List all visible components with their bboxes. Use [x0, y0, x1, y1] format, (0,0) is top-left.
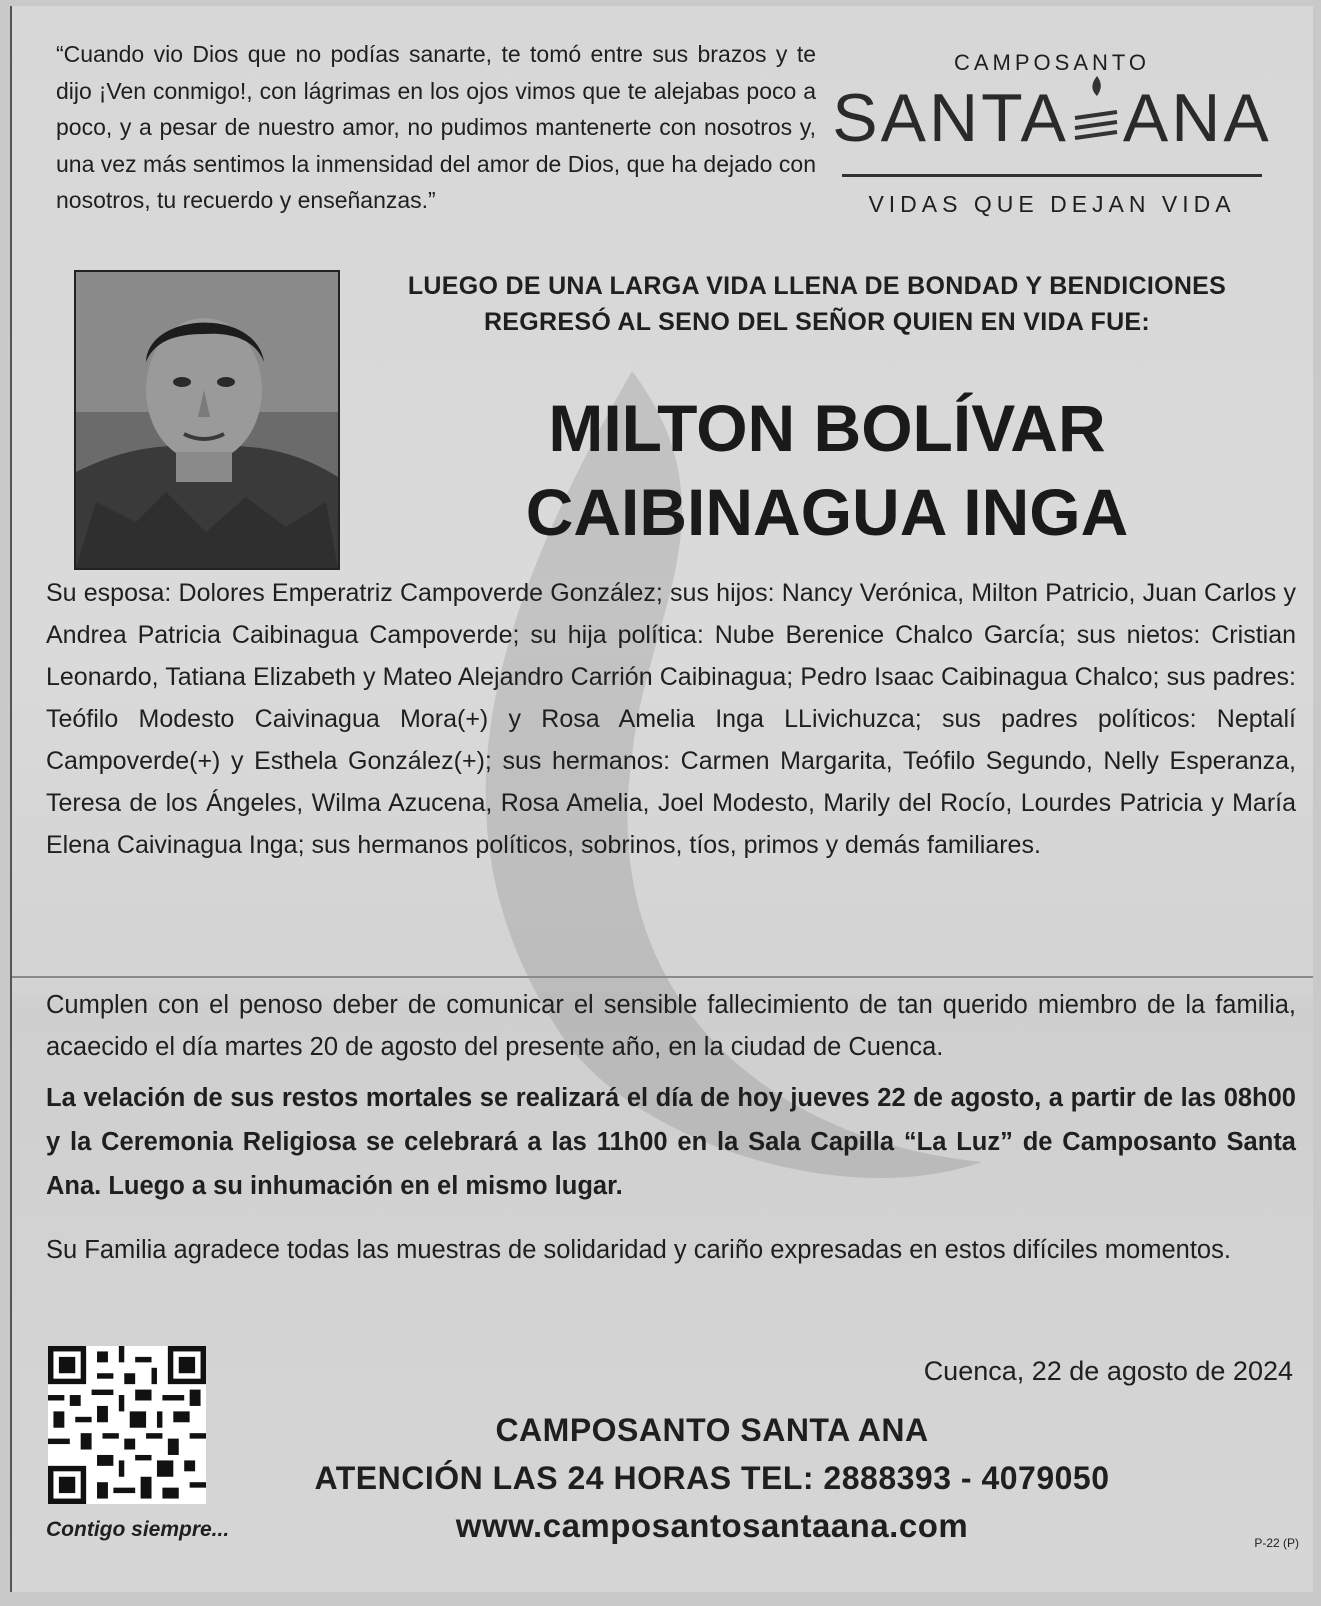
obituary-page — [10, 6, 1313, 1592]
paper-fold-line — [12, 976, 1313, 978]
logo-left-word: SANTA — [832, 80, 1069, 156]
footer-company: CAMPOSANTO SANTA ANA — [495, 1412, 929, 1448]
intro-text — [352, 268, 1282, 340]
ad-code: P-22 (P) — [1254, 1536, 1299, 1550]
deceased-name — [412, 386, 1242, 554]
vigil-paragraph: La velación de sus restos mortales se realizará el día de hoy jueves 22 de agosto, a partir de las 08h00 y la Ceremonia Religiosa se celebrará a las 11h00 en la Sala Capilla “La Luz” de Camposanto Santa Ana. Luego a su inhumación en el mismo lugar. — [46, 1084, 1296, 1200]
flame-icon — [1071, 72, 1121, 158]
logo-wordmark — [832, 78, 1272, 158]
logo-top-text: CAMPOSANTO — [953, 50, 1151, 75]
family-list: Su esposa: Dolores Emperatriz Campoverde González; sus hijos: Nancy Verónica, Milton Patricio, Juan Carlos y Andrea Patricia Caibinagua Campoverde; su hija política: Nube Berenice Chalco García; sus nietos: Cristian Leonardo, Tatiana Elizabeth y Mateo Alejandro Carrión Caibinagua; Pedro Isaac Caibinagua Chalco; sus padres: Teófilo Modesto Caivinagua Mora(+) y Rosa Amelia Inga LLivichuzca; sus padres políticos: Neptalí Campoverde(+) y Esthela González(+); sus hermanos: Carmen Margarita, Teófilo Segundo, Nelly Esperanza, Teresa de los Ángeles, Wilma Azucena, Rosa Amelia, Joel Modesto, Marily del Rocío, Lourdes Patricia y María Elena Caivinagua Inga; sus hermanos políticos, sobrinos, tíos, primos y demás familiares. — [46, 579, 1296, 859]
footer-website-link[interactable]: www.camposantosantaana.com — [455, 1507, 969, 1544]
memorial-quote: “Cuando vio Dios que no podías sanarte, te tomó entre sus brazos y te dijo ¡Ven conmigo!, con lágrimas en los ojos vimos que te alejabas poco a poco, y a pesar de nuestro amor, no pudimos mantenerte con nosotros y, una vez más sentimos la inmensidad del amor de Dios, que ha dejado con nosotros, tu recuerdo y enseñanzas.” — [56, 41, 816, 213]
name-line-2: CAIBINAGUA INGA — [525, 475, 1129, 549]
deceased-photo — [74, 270, 340, 570]
footer-block — [212, 1406, 1212, 1550]
qr-code-icon[interactable] — [48, 1346, 206, 1504]
publication-date: Cuenca, 22 de agosto de 2024 — [923, 1356, 1293, 1386]
intro-line-2: REGRESÓ AL SENO DEL SEÑOR QUIEN EN VIDA FUE: — [483, 308, 1151, 336]
footer-phone: ATENCIÓN LAS 24 HORAS TEL: 2888393 - 4079050 — [314, 1460, 1110, 1496]
portrait-image — [76, 272, 338, 568]
announcement-paragraph: Cumplen con el penoso deber de comunicar el sensible fallecimiento de tan querido miembro de la familia, acaecido el día martes 20 de agosto del presente año, en la ciudad de Cuenca. — [46, 991, 1296, 1061]
thanks-paragraph: Su Familia agradece todas las muestras de solidaridad y cariño expresadas en estos difíciles momentos. — [46, 1236, 1231, 1264]
logo-tagline: VIDAS QUE DEJAN VIDA — [868, 191, 1236, 217]
camposanto-logo — [832, 46, 1272, 246]
logo-right-word: ANA — [1122, 80, 1272, 156]
slogan-text: Contigo siempre... — [46, 1518, 230, 1541]
logo-divider — [842, 174, 1262, 177]
intro-line-1: LUEGO DE UNA LARGA VIDA LLENA DE BONDAD Y BENDICIONES — [407, 272, 1227, 300]
name-line-1: MILTON BOLÍVAR — [548, 391, 1106, 465]
